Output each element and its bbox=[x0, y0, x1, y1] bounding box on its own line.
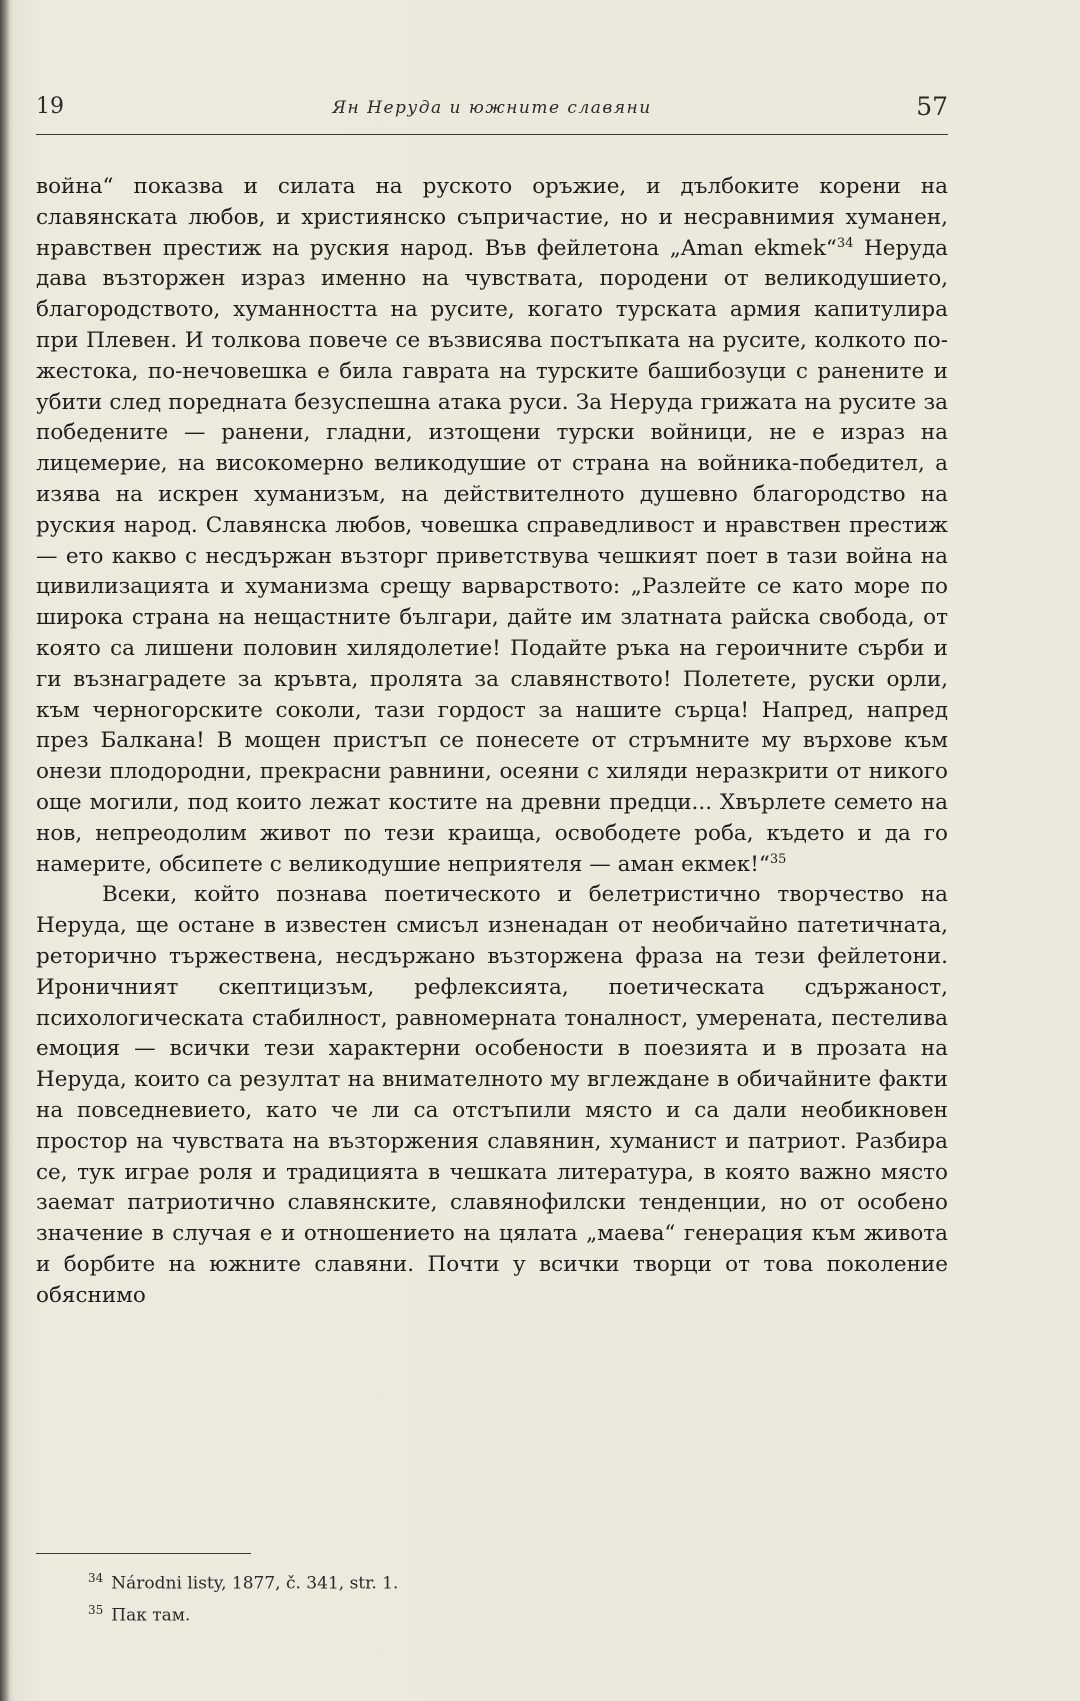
footnote-text: Пак там. bbox=[111, 1605, 191, 1626]
running-title: Ян Неруда и южните славяни bbox=[332, 98, 652, 118]
paragraph-1 bbox=[36, 172, 948, 880]
footnote-divider bbox=[36, 1553, 251, 1554]
footnote-ref-35: 35 bbox=[769, 851, 787, 867]
footnote-34 bbox=[88, 1565, 888, 1597]
running-head bbox=[36, 92, 948, 132]
header-left-number: 19 bbox=[36, 94, 64, 119]
footnotes bbox=[88, 1565, 888, 1628]
footnote-number: 34 bbox=[88, 1571, 104, 1585]
footnote-ref-34: 34 bbox=[836, 235, 854, 251]
footnote-text: Národni listy, 1877, č. 341, str. 1. bbox=[111, 1573, 399, 1594]
footnote-35 bbox=[88, 1597, 888, 1629]
paragraph-1-part-b: Неруда дава възторжен израз именно на чувствата, породени от великодушието, благородството, хуманността на русите, когато турската армия капитулира при Плевен. И толкова повече се възвисява постъпката на русите, колкото по-жестока, по-нечовешка е била гаврата на турските башибозуци с ранените и убити след поредната безуспешна атака руси. За Неруда грижата на русите за победените — ранени, гладни, изтощени турски войници, не е израз на лицемерие, на високомерно великодушие от страна на войника-победител, а изява на искрен хуманизъм, на действителното душевно благородство на руския народ. Славянска любов, човешка справедливост и нравствен престиж — ето какво с несдържан възторг приветствува чешкият поет в тази война на цивилизацията и хуманизма срещу варварството: „Разлейте се като море по широка страна на нещастните българи, дайте им златната райска свобода, от която са лишени половин хилядолетие! Подайте ръка на героичните сърби и ги възнаградете за кръвта, пролята за славянството! Полетете, руски орли, към черногорските соколи, тази гордост за нашите сърца! Напред, напред през Балкана! В мощен пристъп се понесете от стръмните му върхове към онези плодородни, прекрасни равнини, осеяни с хиляди неразкрити от никого още могили, под които лежат костите на древни предци... Хвърлете семето на нов, непреодолим живот по тези краища, освободете роба, където и да го намерите, обсипете с великодушие неприятеля — аман екмек!“ bbox=[36, 235, 948, 877]
spine-shadow bbox=[0, 0, 10, 1701]
paragraph-2: Всеки, който познава поетическото и белетристично творчество на Неруда, ще остане в известен смисъл изненадан от необичайно патетичната, реторично тържествена, несдържано възторжена фраза на тези фейлетони. Ироничният скептицизъм, рефлексията, поетическата сдържаност, психологическата стабилност, равномерната тоналност, умерената, пестелива емоция — всички тези характерни особености в поезията и в прозата на Неруда, които са резултат на внимателното му вглеждане в обичайните факти на повседневието, като че ли са отстъпили място и са дали необикновен простор на чувствата на възторжения славянин, хуманист и патриот. Разбира се, тук играе роля и традицията в чешката литература, в която важно място заемат патриотично славянските, славянофилски тенденции, но от особено значение в случая е и отношението на цялата „маева“ генерация към живота и борбите на южните славяни. Почти у всички творци от това поколение обяснимо bbox=[36, 882, 948, 1308]
page-number: 57 bbox=[916, 92, 948, 121]
footnote-number: 35 bbox=[88, 1602, 104, 1617]
header-divider bbox=[36, 134, 948, 135]
paragraph-1-part-a: война“ показва и силата на руското оръжие, и дълбоките корени на славянската любов, и християнско съпричастие, но и несравнимия хуманен, нравствен престиж на руския народ. Във фейлетона „Aman ekmek“ bbox=[36, 174, 948, 261]
body-text bbox=[36, 172, 948, 1311]
